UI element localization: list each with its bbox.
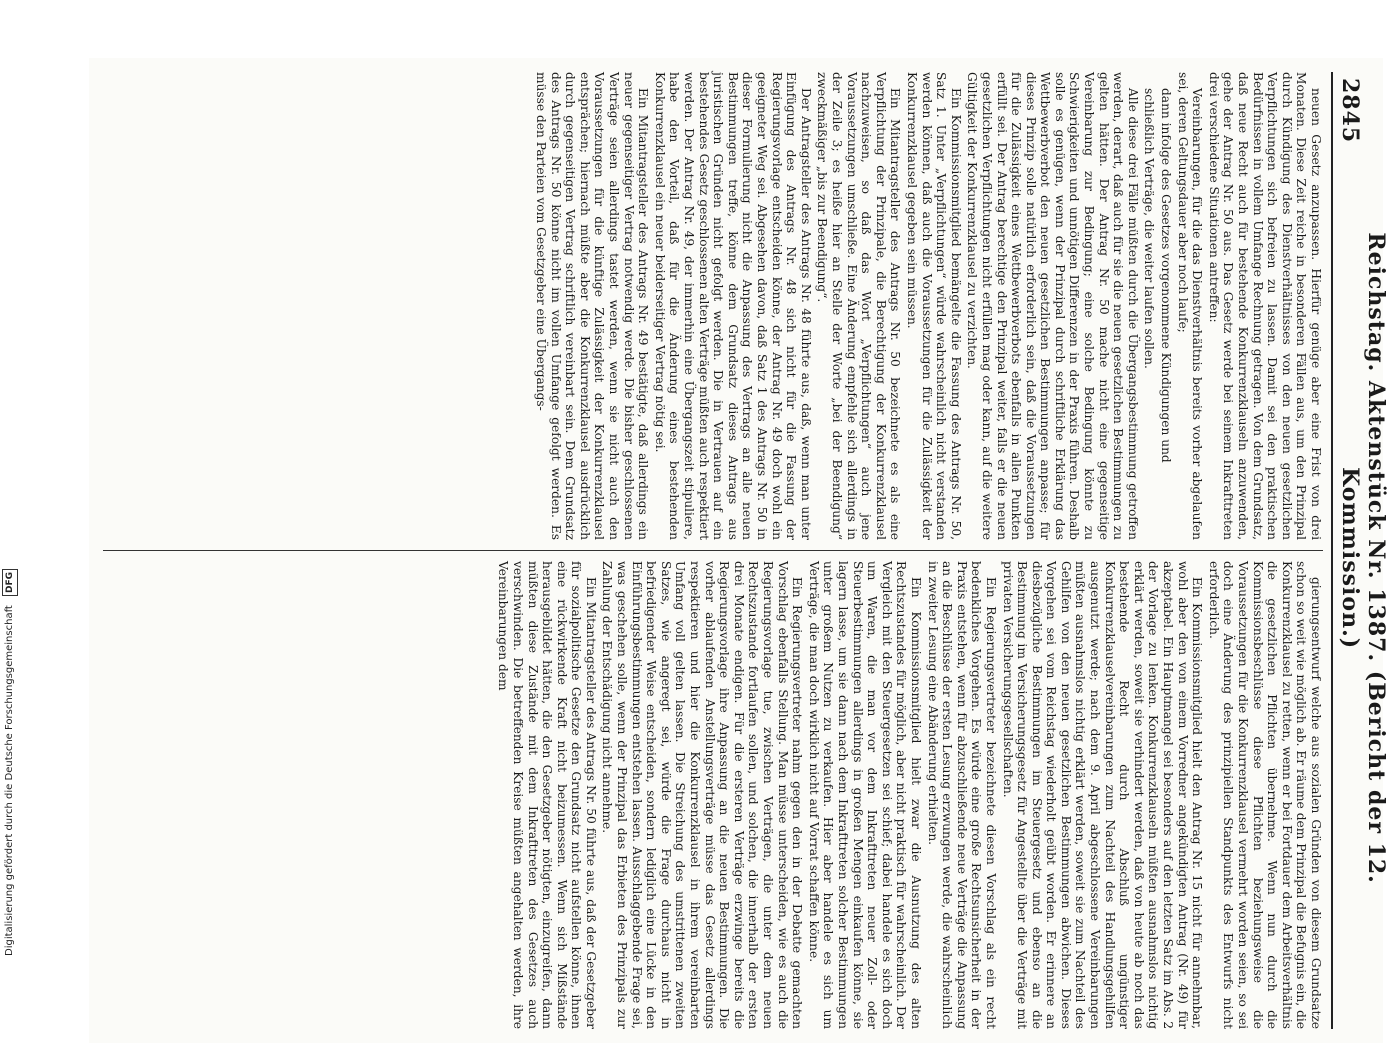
paragraph: neuen Gesetz anzupassen. Hierfür genüge aber eine Frist von drei Monaten. Diese Zeit reiche in besonderen Fällen aus, um den Prinzipal durch Kündigung des Dienstverhältnisses von den neuen gesetzlichen Verpflichtungen sich befreien zu lassen. Damit sei den praktischen Bedürfnissen in vollem Umfange Rechnung getragen. Von dem Grundsatz, daß neue Recht auch für bestehende Konkurrenzklauseln anzuwenden, gehe der Antrag Nr. 50 aus. Das Gesetz werde bei seinem Inkrafttreten drei verschiedene Situationen antreffen:: [1206, 72, 1323, 540]
paragraph: Ein Kommissionsmitglied hielt den Antrag Nr. 15 nicht für annehmbar, wohl aber den von einem Vorredner angekündigten Antrag (Nr. 49) für akzeptabel. Ein Hauptmangel sei besonders auf den letzten Satz im Abs. 2 der Vorlage zu lenken. Konkurrenzklauseln müßten ausnahmslos nichtig erklärt werden, soweit sie verhindert werden, daß von heute ab noch das bestehende Recht durch Abschluß ungünstiger Konkurrenzklauselvereinbarungen zum Nachteil des Handlungsgehilfen ausgenutzt werde; nach dem 9. April abgeschlossene Vereinbarungen müßten ausnahmslos nichtig erklärt werden, soweit sie zum Nachteil des Gehilfen von den neuen gesetzlichen Bestimmungen abwichen. Dieses Vorgehen sei vom Reichstag wiederholt geübt worden. Er erinnere an diesbezügliche Bestimmungen im Steuergesetz und ebenso an die Bestimmung im Versicherungsgesetz für Angestellte über die Verträge mit privaten Versicherungsgesellschaften.: [1000, 561, 1205, 1029]
digitization-credit: [2, 0, 16, 996]
text-column-right: [103, 561, 1323, 1029]
paragraph: Ein Regierungsvertreter bezeichnete diesen Vorschlag als ein recht bedenkliches Vorgehen. Es würde eine große Rechtsunsicherheit in der Praxis entstehen, wenn für abzuschließende neue Verträge die Anpassung an die Beschlüsse der ersten Lesung erzwungen werde, die wahrscheinlich in zweiter Lesung eine Abänderung erhielten.: [925, 561, 998, 1029]
paragraph: Ein Mitantragsteller des Antrags Nr. 50 führte aus, daß der Gesetzgeber für sozialpolitische Gesetze den Grundsatz nicht aufstellen könne, ihnen eine rückwirkende Kraft nicht beizumessen. Wenn sich Mißstände herausgebildet hätten, die den Gesetzgeber nötigten, einzugreifen, dann müßten diese Zustände mit dem Inkrafttreten des Gesetzes auch verschwinden. Die betreffenden Kreise müßten angehalten werden, ihre Vereinbarungen dem: [496, 561, 598, 1029]
paragraph: Ein Mitantragsteller des Antrags Nr. 49 bestätigte, daß allerdings ein neuer gegenseitiger Vertrag notwendig werde. Die bisher geschlossenen Verträge seien allerdings tastet werden, wenn sie nicht auch den Voraussetzungen für die künftige Zulässigkeit der Konkurrenzklausel entsprächen; hiernach müßte aber die Konkurrenzklausel ausdrücklich durch gegenseitigen Vertrag schriftlich vereinbart sein. Dem Grundsatz des Antrags Nr. 50 könne nicht im vollen Umfange gefolgt werden. Es müsse den Parteien vom Gesetzgeber eine Übergangs-: [534, 72, 651, 540]
scanned-page: [89, 58, 1389, 1043]
paragraph: gierungsentwurf welche aus sozialen Gründen von diesem Grundsatze schon so weit wie möglich ab. Er räume dem Prinzipal die Befugnis ein, die Konkurrenzklausel zu retten, wenn er bei Fortdauer dem Arbeitsverhältnis die gesetzlichen Pflichten übernehme. Wenn nun durch die Kommissionsbeschlüsse diese Pflichten beziehungsweise die Voraussetzungen für die Konkurrenzklausel vermehrt worden seien, so sei doch eine Änderung des prinzipiellen Standpunkts des Entwurfs nicht erforderlich.: [1206, 561, 1323, 1029]
running-title: Reichstag. Aktenstück Nr. 1387. (Bericht der 12. Kommission.): [1337, 232, 1389, 884]
paragraph: Vereinbarungen, für die das Dienstverhältnis bereits vorher abgelaufen sei, deren Geltungsdauer aber noch laufe;: [1175, 72, 1205, 540]
page-number: 2845: [1337, 78, 1363, 144]
paragraph: Ein Regierungsvertreter nahm gegen den in der Debatte gemachten Vorschlag ebenfalls Stellung. Man müsse unterscheiden, wie es auch die Regierungsvorlage tue, zwischen Verträgen, die unter dem neuen Rechtszustande fortlaufen sollen, und solchen, die innerhalb der ersten drei Monate endigen. Für die ersteren Verträge erzwinge bereits die Regierungsvorlage ihre Anpassung an die neuen Bestimmungen. Die vorher ablaufenden Anstellungsverträge müsse das Gesetz allerdings respektieren und hier die Konkurrenzklausel in ihrem vereinbarten Umfang voll gelten lassen. Die Streichung des umstrittenen zweiten Satzes, wie angeregt sei, würde die Frage durchaus nicht in befriedigender Weise entscheiden, sondern lediglich eine Lücke in den Einführungsbestimmungen entstehen lassen. Ausschlaggebende Frage sei, was geschehen solle, wenn der Prinzipal das Erbieten des Prinzipals zur Zahlung der Entschädigung nicht annehme.: [600, 561, 805, 1029]
paragraph: dann infolge des Gesetzes vorgenommene Kündigungen und: [1159, 88, 1174, 463]
paragraph: Ein Mitantragsteller des Antrags Nr. 50 bezeichnete es als eine Verpflichtung der Prinzipale, die Berechtigung der Konkurrenzklausel nachzuweisen, so daß das Wort „Verpflichtungen“ auch jene Voraussetzungen umschließe. Eine Änderung empfehle sich allerdings in der Zeile 3; es heiße hier an Stelle der Worte „bei der Beendigung“ zweckmäßiger „bis zur Beendigung“.: [815, 72, 903, 540]
page-header: [1331, 72, 1389, 1029]
paragraph: schließlich Verträge, die weiter laufen sollen.: [1142, 88, 1157, 369]
paragraph: Alle diese drei Fälle müßten durch die Übergangsbestimmung getroffen werden, derart, daß auch für sie die neuen gesetzlichen Bestimmungen zu gelten hätten. Der Antrag Nr. 50 mache nicht eine gegenseitige Vereinbarung zur Bedingung; eine solche Bedingung könnte zu Schwierigkeiten und unnötigen Differenzen in der Praxis führen. Deshalb solle es genügen, wenn der Prinzipal durch schriftliche Erklärung das Wettbewerbverbot den neuen gesetzlichen Bestimmungen anpasse; für dieses Prinzip solle natürlich erforderlich sein, daß die Voraussetzungen für die Zulässigkeit eines Wettbewerbverbots ebenfalls in allen Punkten erfüllt sei. Der Antrag berechtige den Prinzipal weiter, falls er die neuen gesetzlichen Verpflichtungen nicht erfüllen mag oder kann, auf die weitere Gültigkeit der Konkurrenzklausel zu verzichten.: [965, 72, 1140, 540]
paragraph: Ein Kommissionsmitglied hielt zwar die Ausnutzung des alten Rechtszustandes für möglich, aber nicht praktisch für wahrscheinlich. Der Vergleich mit den Steuergesetzen sei schief; dabei handele es sich doch um Waren, die man vor dem Inkrafttreten neuer Zoll- oder Steuerbestimmungen allerdings in großen Mengen einkaufen könne, sie lagern lasse, um sie dann nach dem Inkrafttreten solcher Bestimmungen unter großem Nutzen zu verkaufen. Hier aber handele es sich um Verträge, die man doch wirklich nicht auf Vorrat schaffen könne.: [806, 561, 923, 1029]
credit-text: Digitalisierung gefördert durch die Deutsche Forschungsgemeinschaft: [4, 605, 15, 956]
paragraph: Der Antragsteller des Antrags Nr. 48 führte aus, daß, wenn man unter Einfügung des Antrags Nr. 48 sich nicht für die Fassung der Regierungsvorlage entscheiden könne, der Antrag Nr. 49 doch wohl ein geeigneter Weg sei. Abgesehen davon, daß Satz 1 des Antrags Nr. 50 in dieser Formulierung nicht die Anpassung des Vertrags an alle neuen Bestimmungen treffe, könne dem Grundsatz dieses Antrags aus juristischen Gründen nicht gefolgt werden. Die in Vertrauen auf ein bestehendes Gesetz geschlossenen alten Verträge müßten auch respektiert werden. Der Antrag Nr. 49, der immerhin eine Übergangszeit stipuliere, habe den Vorteil, daß für die Änderung eines bestehenden Konkurrenzklausel ein neuer beiderseitiger Vertrag nötig sei.: [652, 72, 813, 540]
dfg-logo: DFG: [2, 569, 18, 596]
text-column-left: [103, 72, 1323, 540]
paragraph: Ein Kommissionsmitglied bemängelte die Fassung des Antrags Nr. 50, Satz 1. Unter „Verpflichtungen“ würde wahrscheinlich nicht verstanden werden können, daß auch die Voraussetzungen für die Zulässigkeit der Konkurrenzklausel gegeben sein müssen.: [904, 72, 963, 540]
column-divider: [103, 550, 1323, 551]
